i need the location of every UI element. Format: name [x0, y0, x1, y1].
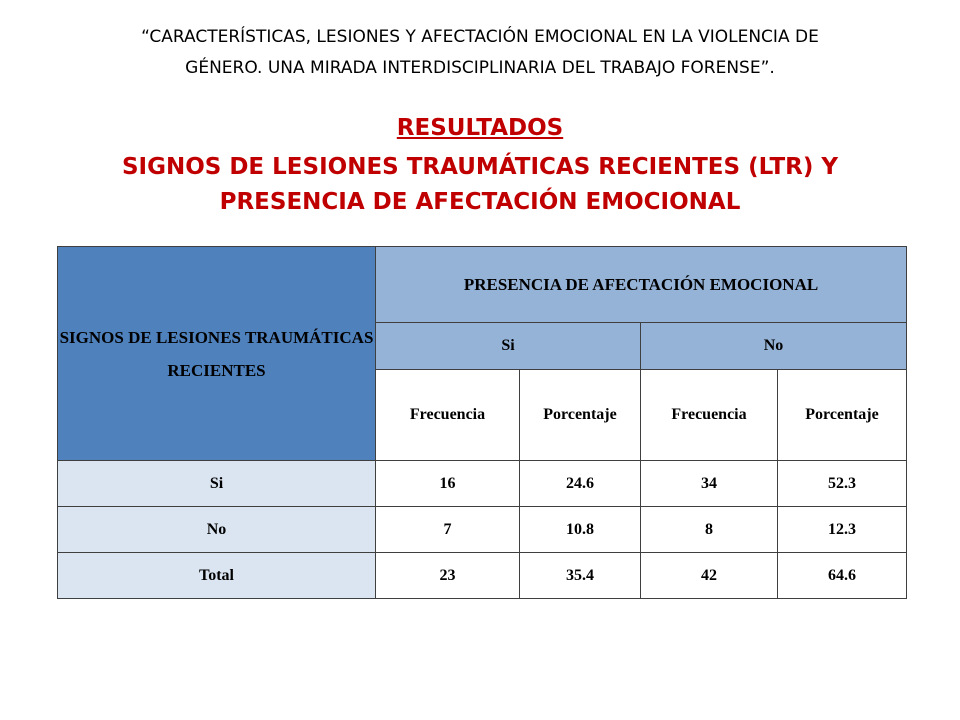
results-heading: RESULTADOS [396, 115, 564, 141]
table-cell: 52.3 [778, 461, 907, 507]
slide-title [60, 22, 900, 84]
sub-header-no: No [641, 323, 907, 370]
table-cell: 7 [376, 507, 520, 553]
measure-header-porcentaje-no: Porcentaje [778, 370, 907, 461]
row-header-cell: SIGNOS DE LESIONES TRAUMÁTICAS RECIENTES [58, 247, 376, 461]
table-cell: 24.6 [520, 461, 641, 507]
table-cell: 23 [376, 553, 520, 599]
table-row-si [58, 461, 907, 507]
table-cell: 12.3 [778, 507, 907, 553]
row-label-no: No [58, 507, 376, 553]
table-cell: 42 [641, 553, 778, 599]
row-label-si: Si [58, 461, 376, 507]
slide-title-line-2: GÉNERO. UNA MIRADA INTERDISCIPLINARIA DEL TRABAJO FORENSE”. [185, 58, 775, 78]
group-header-cell: PRESENCIA DE AFECTACIÓN EMOCIONAL [376, 247, 907, 323]
subheading-line-1: SIGNOS DE LESIONES TRAUMÁTICAS RECIENTES (LTR) Y [121, 154, 839, 180]
measure-header-porcentaje-si: Porcentaje [520, 370, 641, 461]
measure-header-frecuencia-no: Frecuencia [641, 370, 778, 461]
results-table [57, 246, 907, 599]
table-row-no [58, 507, 907, 553]
table-row-total [58, 553, 907, 599]
table-cell: 35.4 [520, 553, 641, 599]
table-cell: 16 [376, 461, 520, 507]
table-cell: 8 [641, 507, 778, 553]
row-label-total: Total [58, 553, 376, 599]
table-header-row-group [58, 247, 907, 323]
slide-title-line-1: “CARACTERÍSTICAS, LESIONES Y AFECTACIÓN EMOCIONAL EN LA VIOLENCIA DE [141, 27, 819, 47]
table-cell: 64.6 [778, 553, 907, 599]
sub-header-si: Si [376, 323, 641, 370]
subheading-line-2: PRESENCIA DE AFECTACIÓN EMOCIONAL [219, 189, 741, 215]
table-cell: 34 [641, 461, 778, 507]
results-subheading [60, 150, 900, 220]
table-cell: 10.8 [520, 507, 641, 553]
measure-header-frecuencia-si: Frecuencia [376, 370, 520, 461]
